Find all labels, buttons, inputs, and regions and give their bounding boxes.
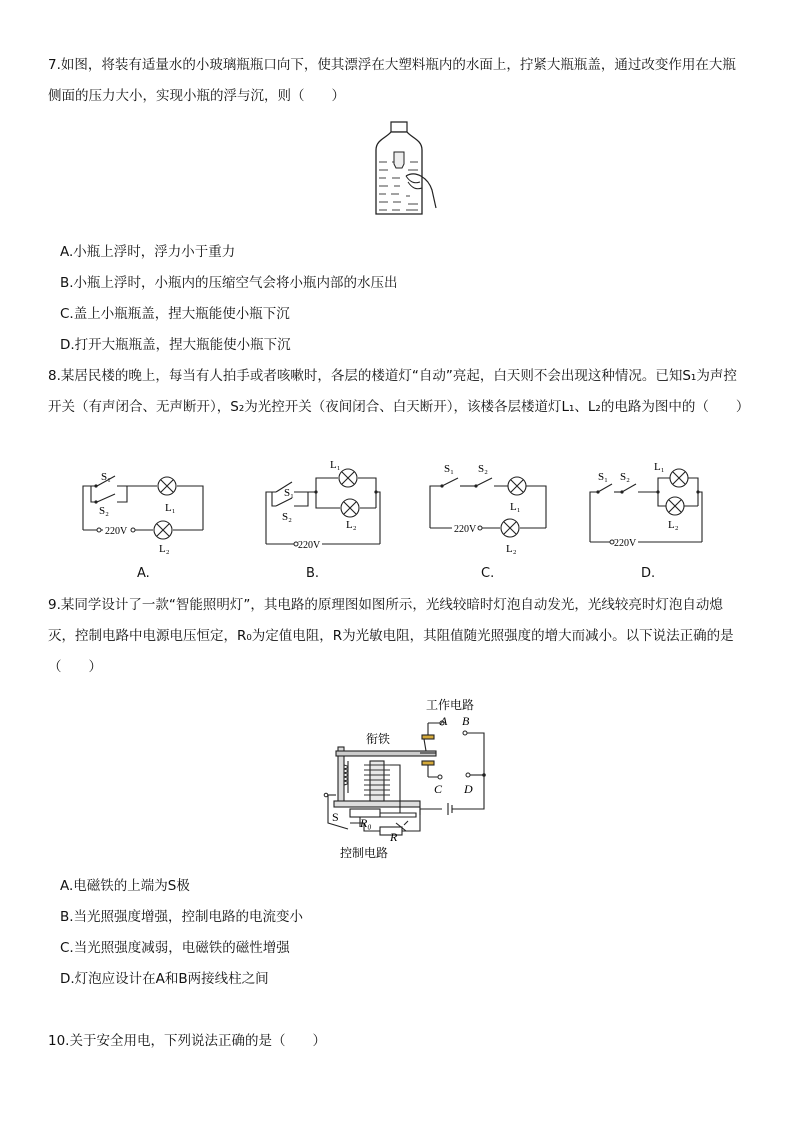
q9-option-a: A.电磁铁的上端为S极 xyxy=(60,878,190,894)
q7-stem: 7.如图，将装有适量水的小玻璃瓶瓶口向下，使其漂浮在大塑料瓶内的水面上，拧紧大瓶瓶盖，通过改变作用在大瓶侧面的压力大小，实现小瓶的浮与沉，则（ ） xyxy=(48,57,736,104)
circuit-d-l2-label: L₂ xyxy=(668,519,679,531)
terminal-d-label: D xyxy=(464,782,473,796)
circuit-a-s1-label: S₁ xyxy=(101,471,111,483)
circuit-a-l1-label: L₁ xyxy=(165,502,176,514)
terminal-c-label: C xyxy=(434,782,443,796)
q10-stem: 10.关于安全用电，下列说法正确的是（ ） xyxy=(48,1033,326,1049)
circuit-c xyxy=(422,456,552,556)
control-circuit-label: 控制电路 xyxy=(340,846,389,860)
q9-option-c: C.当光照强度减弱，电磁铁的磁性增强 xyxy=(60,940,290,956)
circuit-b-l1-label: L₁ xyxy=(330,459,341,471)
q9-option-d: D.灯泡应设计在A和B两接线柱之间 xyxy=(60,971,269,987)
q7-option-a: A.小瓶上浮时，浮力小于重力 xyxy=(60,244,236,260)
q9-stem: 9.某同学设计了一款“智能照明灯”，其电路的原理图如图所示，光线较暗时灯泡自动发光，光线较亮时灯泡自动熄灭，控制电路中电源电压恒定，R₀为定值电阻，R为光敏电阻，其阻值随光照强度的增大而减小。以下说法正确的是（ ） xyxy=(48,597,734,675)
circuit-d-caption: D. xyxy=(641,566,656,581)
circuit-c-s1-label: S₁ xyxy=(444,463,454,475)
q7-option-d: D.打开大瓶瓶盖，捏大瓶能使小瓶下沉 xyxy=(60,337,291,353)
resistor-r0-label: R₀ xyxy=(360,816,372,830)
terminal-b-label: B xyxy=(462,714,470,728)
circuit-b-s2-label: S₂ xyxy=(282,511,292,523)
q9-option-b: B.当光照强度增强，控制电路的电流变小 xyxy=(60,909,304,925)
circuit-b-caption: B. xyxy=(306,566,320,581)
circuit-a-caption: A. xyxy=(137,566,150,581)
circuit-a-l2-label: L₂ xyxy=(159,543,170,555)
q7-option-c: C.盖上小瓶瓶盖，捏大瓶能使小瓶下沉 xyxy=(60,306,290,322)
circuit-c-l1-label: L₁ xyxy=(510,501,521,513)
circuit-c-l2-label: L₂ xyxy=(506,543,517,555)
circuit-a-s2-label: S₂ xyxy=(99,505,109,517)
photoresistor-r-label: R xyxy=(390,830,398,844)
circuit-d-s2-label: S₂ xyxy=(620,471,630,483)
circuit-b-s1-label: S₁ xyxy=(284,487,294,499)
q7-option-b: B.小瓶上浮时，小瓶内的压缩空气会将小瓶内部的水压出 xyxy=(60,275,398,291)
circuit-d-volt-label: 220V xyxy=(614,538,637,549)
relay-circuit-figure xyxy=(320,695,500,865)
armature-label: 衔铁 xyxy=(366,732,391,746)
circuit-d-l1-label: L₁ xyxy=(654,461,665,473)
bottle-figure xyxy=(366,118,438,220)
circuit-a xyxy=(75,456,210,556)
circuit-c-volt-label: 220V xyxy=(454,524,477,535)
circuit-b-volt-label: 220V xyxy=(298,540,321,551)
working-circuit-label: 工作电路 xyxy=(426,698,475,712)
circuit-c-caption: C. xyxy=(481,566,495,581)
circuit-d-s1-label: S₁ xyxy=(598,471,608,483)
terminal-a-label: A xyxy=(440,714,448,728)
circuit-d xyxy=(582,456,712,556)
circuit-b-l2-label: L₂ xyxy=(346,519,357,531)
circuit-b xyxy=(258,456,388,556)
switch-s-label: S xyxy=(332,810,339,824)
q8-stem: 8.某居民楼的晚上，每当有人拍手或者咳嗽时，各层的楼道灯“自动”亮起，白天则不会出现这种情况。已知S₁为声控开关（有声闭合、无声断开），S₂为光控开关（夜间闭合、白天断开），该楼各层楼道灯L₁、L₂的电路为图中的（ ） xyxy=(48,368,750,415)
circuit-c-s2-label: S₂ xyxy=(478,463,488,475)
circuit-a-volt-label: 220V xyxy=(105,526,128,537)
